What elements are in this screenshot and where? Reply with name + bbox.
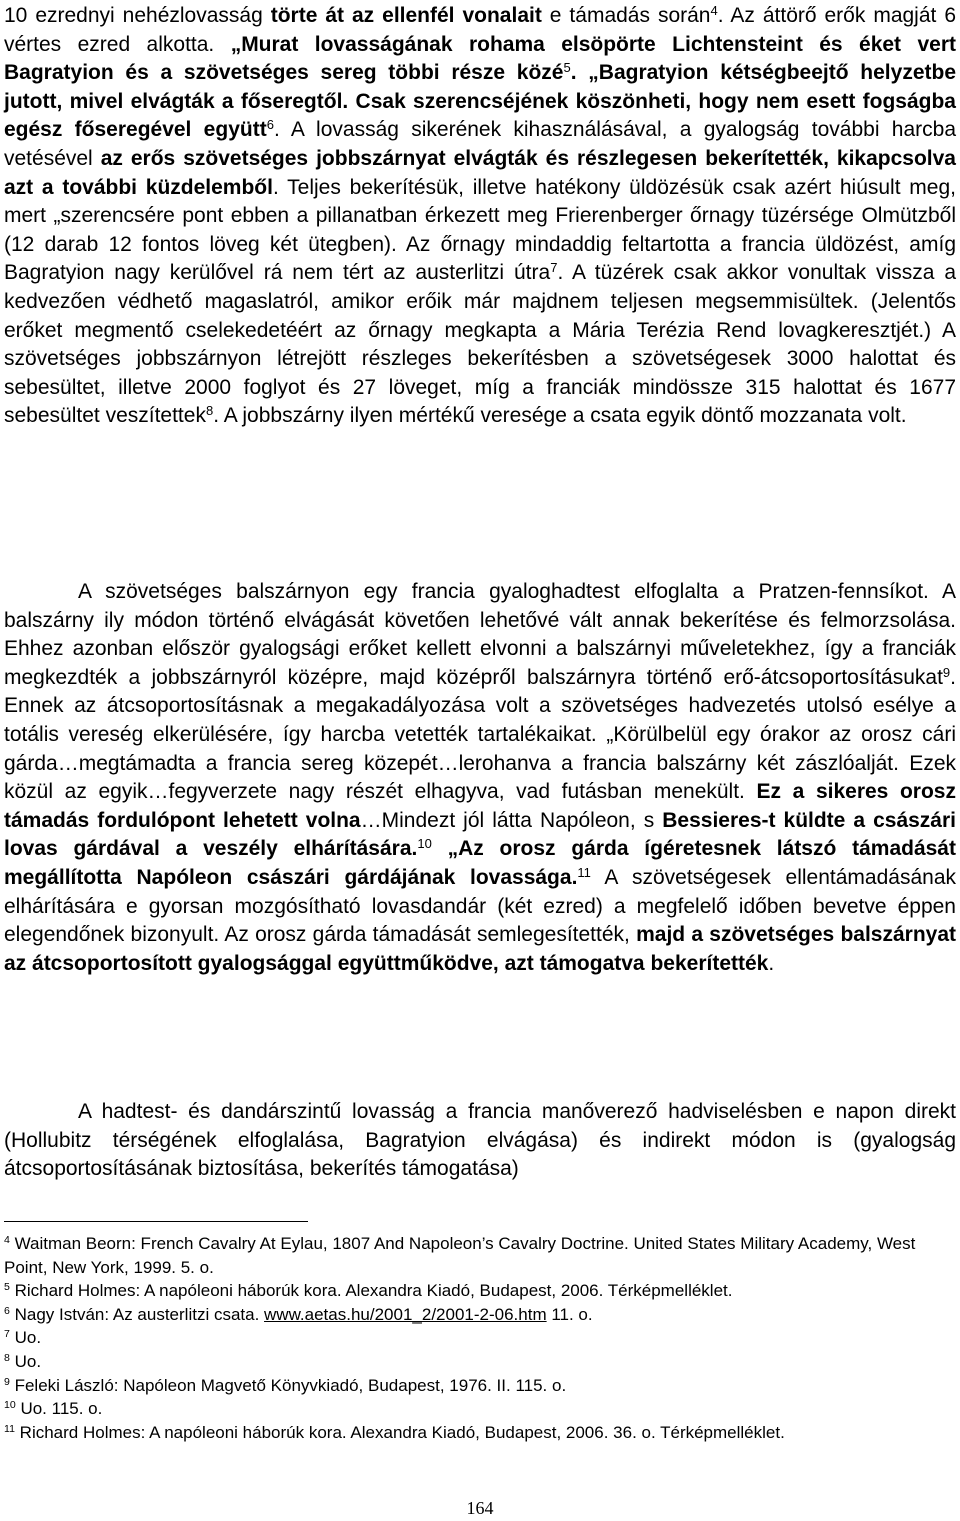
footnote-ref: 8 xyxy=(205,403,214,419)
link-text: www.aetas.hu/2001_2/2001-2-06.htm xyxy=(264,1304,547,1324)
footnote-7 xyxy=(4,1326,956,1350)
footnotes xyxy=(4,1232,956,1444)
text-run: …Mindezt jól látta Napóleon, s xyxy=(360,808,663,832)
footnote-ref: 11 xyxy=(577,864,591,880)
page-number: 164 xyxy=(466,1498,494,1518)
text-run: . Ennek az átcsoportosításnak a megakadályozása volt a szövetséges hadvezetés utolsó esélye a totális vereség elkerülésére, így harcba vetették tartalékaikat. „Körülbelül egy órakor az orosz cári gárda…megtámadta a francia sereg közepét…lerohanva a francia balszárny két zászlóalját. Ezek közül az egyik…fegyverzete nagy részét elhagyva, vad futásban menekült. xyxy=(4,665,956,804)
text-run: e támadás során xyxy=(541,4,711,27)
text-run: A szövetségesek ellentámadásának elhárítására e gyorsan mozgósítható lovasdandár (két ezred) a megfelelő időben bevetve éppen elegendőnek bizonyult. Az orosz gárda támadását semlegesítették, xyxy=(4,865,956,947)
text-run: Richard Holmes: A napóleoni háborúk kora. Alexandra Kiadó, Budapest, 2006. Térképmelléklet. xyxy=(9,1281,733,1301)
text-run: . A jobbszárny ilyen mértékű veresége a csata egyik döntő mozzanata volt. xyxy=(213,404,907,428)
footnote-ref: 9 xyxy=(4,1375,10,1388)
bold-text: Bessieres-t küldte a császári lovas gárdával a veszély elhárítására. xyxy=(4,808,956,861)
bold-text: . „Bagratyion kétségbeejtő helyzetbe jutott, mivel elvágták a főseregtől. Csak szerencséjének köszönheti, hogy nem esett fogságba egész főseregével együtt xyxy=(4,61,956,142)
bold-text: „Az orosz gárda ígéretesnek látszó támadását megállította Napóleon császári gárdájának lovassága. xyxy=(4,837,956,889)
text-run: . Teljes bekerítésük, illetve hatékony üldözésük csak azért hiúsult meg, mert „szerencsére pont ebben a pillanatban érkezett meg Frierenberger őrnagy tüzérsége Olmützből (12 darab 12 fontos löveg két ütegben). Az őrnagy mindaddig feltartotta a francia üldözést, amíg Bagratyion nagy kerülővel rá nem tért az austerlitzi útra xyxy=(4,175,956,285)
footnote-11 xyxy=(4,1421,956,1445)
text-run: . A lovasság sikerének kihasználásával, a gyalogság további harcba vetésével xyxy=(4,118,957,170)
footnote-ref: 4 xyxy=(4,1234,10,1247)
footnote-6 xyxy=(4,1303,956,1327)
text-run: A hadtest- és dandárszintű lovasság a francia manőverező hadviselésben e napon direkt (Hollubitz térségének elfoglalása, Bagratyion elvágása) és indirekt módon is (gyalogság átcsoportosításának biztosítása, bekerítés támogatása) xyxy=(4,1100,956,1181)
footnote-10 xyxy=(4,1397,956,1421)
text-run: Nagy István: Az austerlitzi csata. xyxy=(9,1304,265,1324)
footnote-5 xyxy=(4,1279,956,1303)
text-run: . A tüzérek csak akkor vonultak vissza a kedvezően védhető magaslatról, amikor erőik már majdnem teljesen megsemmisültek. (Jelentős erőket megmentő cselekedetéért az őrnagy megkapta a Mária Terézia Rend lovagkeresztjét.) A szövetséges jobbszárnyon létrejött részleges bekerítésben a szövetségesek 3000 halottat és sebesültet, illetve 2000 foglyot és 27 löveget, míg a franciák mindössze 315 halottat és 1677 sebesültet veszítettek xyxy=(4,261,956,428)
footnote-ref: 10 xyxy=(4,1399,16,1412)
text-run: 11. o. xyxy=(546,1304,593,1324)
footnote-ref: 6 xyxy=(4,1304,10,1317)
text-run: . xyxy=(768,951,775,975)
text-run: . Az áttörő erők magját 6 vértes ezred alkotta. xyxy=(4,4,956,56)
bold-text: Ez a sikeres orosz támadás fordulópont lehetett volna xyxy=(4,780,956,832)
footnote-ref: 9 xyxy=(942,664,951,680)
paragraph-1 xyxy=(4,2,956,431)
bold-text: törte át az ellenfél vonalait xyxy=(270,4,542,27)
text-run: 10 ezrednyi nehézlovasság xyxy=(4,4,271,27)
text-run: Uo. xyxy=(9,1351,42,1371)
footnote-ref: 7 xyxy=(4,1328,10,1341)
footnote-ref: 5 xyxy=(563,60,571,76)
footnote-ref: 8 xyxy=(4,1352,10,1365)
footnote-9 xyxy=(4,1374,956,1398)
paragraph-2 xyxy=(4,578,956,978)
text-run: Uo. xyxy=(9,1328,42,1348)
footnote-ref: 4 xyxy=(710,2,718,18)
footnote-ref: 10 xyxy=(417,836,432,852)
bold-text: majd a szövetséges balszárnyat az átcsoportosított gyalogsággal együttműködve, azt támogatva bekerítették xyxy=(4,923,956,975)
text-run: A szövetséges balszárnyon egy francia gyaloghadtest elfoglalta a Pratzen-fennsíkot. A balszárny ily módon történő elvágását követően lehetővé vált annak bekerítése és felmorzsolása. Ehhez azonban először gyalogsági erőket kellett elvonni a balszárnyi műveletekhez, így a franciák megkezdték a jobbszárnyról középre, majd középről balszárnyra történő erő-átcsoportosításukat xyxy=(4,580,956,689)
text-run: Richard Holmes: A napóleoni háborúk kora. Alexandra Kiadó, Budapest, 2006. 36. o. Térképmelléklet. xyxy=(14,1422,785,1442)
footnote-8 xyxy=(4,1350,956,1374)
text-run: Waitman Beorn: French Cavalry At Eylau, 1807 And Napoleon’s Cavalry Doctrine. United States Military Academy, West Point, New York, 1999. 5. o. xyxy=(4,1234,916,1277)
bold-text: „Murat lovasságának rohama elsöpörte Lichtensteint és éket vert Bagratyion és a szövetséges sereg többi része közé xyxy=(4,32,956,85)
footnote-4 xyxy=(4,1232,956,1279)
bold-text: az erős szövetséges jobbszárnyat elvágták és részlegesen bekerítették, kikapcsolva azt a további küzdelemből xyxy=(4,146,956,199)
paragraph-3 xyxy=(4,1098,956,1184)
footnote-ref: 7 xyxy=(550,260,558,276)
text-run: Feleki László: Napóleon Magvető Könyvkiadó, Budapest, 1976. II. 115. o. xyxy=(9,1375,567,1395)
footnote-ref: 6 xyxy=(266,117,274,133)
text-run xyxy=(432,837,448,860)
footnote-ref: 5 xyxy=(4,1281,10,1294)
footnote-separator xyxy=(4,1221,308,1222)
footnote-ref: 11 xyxy=(4,1422,15,1435)
text-run: Uo. 115. o. xyxy=(15,1399,103,1419)
